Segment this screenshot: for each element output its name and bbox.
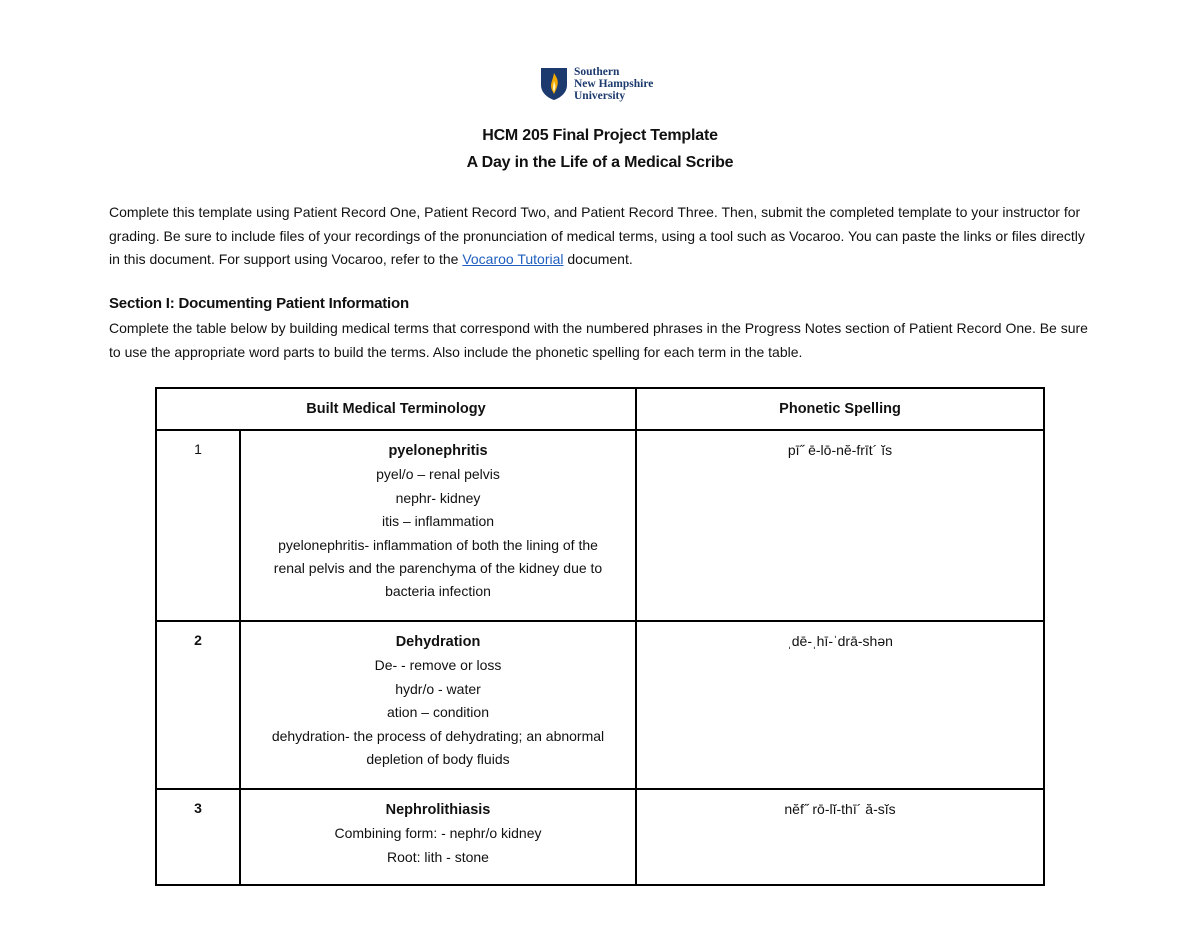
section-1-instructions: Complete the table below by building medical terms that correspond with the numbered phrases in the Progress Notes section of Patient Record One. Be sure to use the appropriate word parts to build the terms. Also include the phonetic spelling for each term in the table. xyxy=(109,320,1088,360)
phonetic-cell: ˌdē-ˌhī-ˈdrā-shən xyxy=(636,621,1044,789)
intro-text: Complete this template using Patient Record One, Patient Record Two, and Patient Record Three. Then, submit the completed template to your instructor for grading. Be sure to include files of your recordings of the pronunciation of medical terms, using a tool such as Vocaroo. You can paste the links or files directly in this document. For support using Vocaroo, refer to the xyxy=(109,204,1085,267)
term-name: Dehydration xyxy=(395,634,481,650)
phonetic-cell: pī˝ ē-lō-nĕ-frīt´ ĭs xyxy=(636,430,1044,621)
term-part: De- - remove or loss xyxy=(374,657,502,674)
intro-paragraph xyxy=(109,201,1099,272)
term-definition: depletion of body fluids xyxy=(366,751,510,768)
document-subtitle: A Day in the Life of a Medical Scribe xyxy=(466,154,734,171)
term-part: nephr- kidney xyxy=(395,489,481,506)
term-name: Nephrolithiasis xyxy=(385,802,491,818)
logo-line-3: University xyxy=(574,90,626,102)
row-number: 1 xyxy=(156,430,240,621)
term-part: Root: lith - stone xyxy=(387,848,489,865)
table-row xyxy=(156,621,1044,789)
logo-line-1: Southern xyxy=(574,66,620,78)
shield-flame-icon xyxy=(540,67,568,101)
term-part: ation – condition xyxy=(387,704,489,721)
term-cell xyxy=(240,621,636,789)
snhu-logo xyxy=(540,66,653,102)
table-row xyxy=(156,789,1044,885)
term-part: hydr/o - water xyxy=(395,680,481,697)
term-definition: renal pelvis and the parenchyma of the kidney due to xyxy=(273,560,603,577)
term-definition: bacteria infection xyxy=(385,583,491,600)
term-cell xyxy=(240,430,636,621)
logo-line-2: New Hampshire xyxy=(574,78,654,90)
section-1-heading: Section I: Documenting Patient Information xyxy=(109,295,409,312)
intro-text-end: document. xyxy=(563,251,633,267)
term-name: pyelonephritis xyxy=(388,443,488,459)
header-phonetic-spelling: Phonetic Spelling xyxy=(636,388,1044,430)
header-built-terminology: Built Medical Terminology xyxy=(156,388,636,430)
table-header-row xyxy=(156,388,1044,430)
row-number: 3 xyxy=(156,789,240,885)
term-definition: pyelonephritis- inflammation of both the lining of the xyxy=(278,536,598,553)
terminology-table xyxy=(155,387,1045,886)
term-part: pyel/o – renal pelvis xyxy=(376,466,500,483)
row-number: 2 xyxy=(156,621,240,789)
logo-wordmark xyxy=(574,66,653,102)
term-part: Combining form: - nephr/o kidney xyxy=(334,825,542,842)
term-cell xyxy=(240,789,636,885)
phonetic-cell: nĕf˝ rō-lĭ-thī´ ă-sĭs xyxy=(636,789,1044,885)
table-row xyxy=(156,430,1044,621)
document-title: HCM 205 Final Project Template xyxy=(482,127,718,144)
vocaroo-tutorial-link[interactable]: Vocaroo Tutorial xyxy=(462,251,564,267)
term-definition: dehydration- the process of dehydrating; an abnormal xyxy=(271,727,605,744)
term-part: itis – inflammation xyxy=(381,513,495,530)
